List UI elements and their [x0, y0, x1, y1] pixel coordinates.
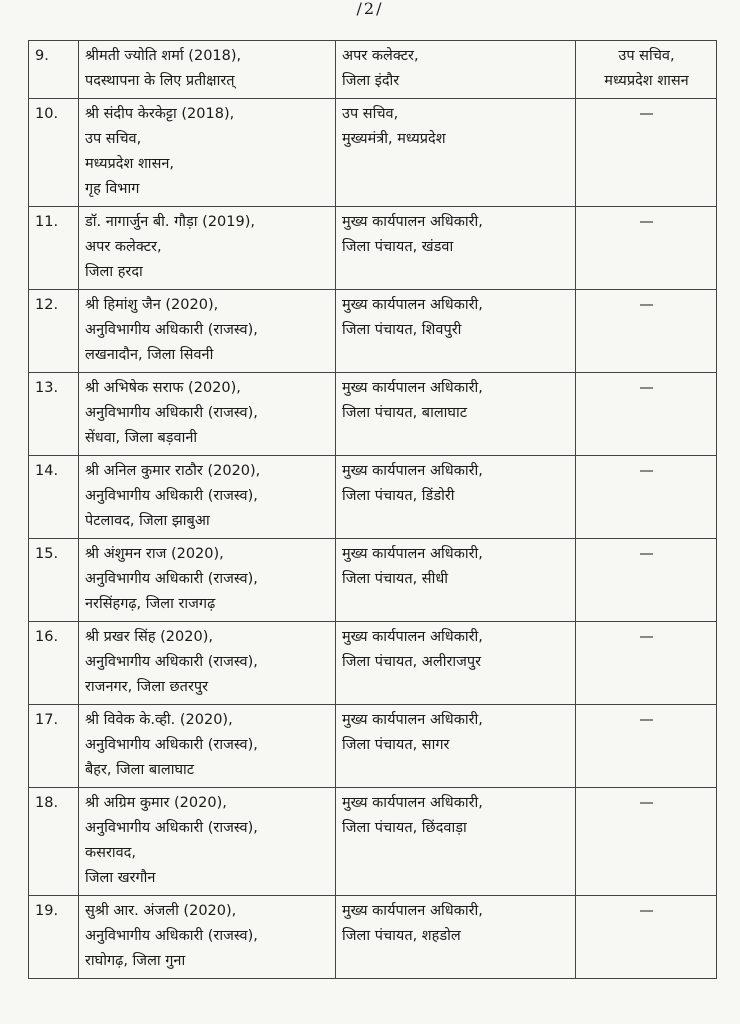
- officer-name-current-post-line: जिला खरगौन: [85, 870, 156, 886]
- additional-charge-line: —: [639, 297, 654, 313]
- additional-charge: [576, 622, 717, 705]
- officer-name-current-post-line: राजनगर, जिला छतरपुर: [85, 679, 209, 695]
- additional-charge-line: मध्यप्रदेश शासन: [604, 73, 689, 89]
- new-posting-line: जिला पंचायत, अलीराजपुर: [342, 654, 482, 670]
- serial-number: 17.: [29, 705, 79, 788]
- officer-name-current-post-line: अनुविभागीय अधिकारी (राजस्व),: [85, 654, 258, 670]
- additional-charge-line: —: [639, 106, 654, 122]
- new-posting-line: जिला पंचायत, शहडोल: [342, 928, 461, 944]
- officer-name-current-post-line: राघोगढ़, जिला गुना: [85, 953, 186, 969]
- new-posting-line: जिला पंचायत, छिंदवाड़ा: [342, 820, 467, 836]
- new-posting-line: मुख्य कार्यपालन अधिकारी,: [342, 297, 483, 313]
- table-row: [29, 788, 717, 896]
- additional-charge-line: —: [639, 629, 654, 645]
- officer-name-current-post-line: पेटलावद, जिला झाबुआ: [85, 513, 210, 529]
- page-number: /2/: [356, 0, 384, 18]
- new-posting-line: मुख्य कार्यपालन अधिकारी,: [342, 903, 483, 919]
- new-posting-line: मुख्य कार्यपालन अधिकारी,: [342, 214, 483, 230]
- additional-charge: [576, 539, 717, 622]
- new-posting-line: जिला पंचायत, शिवपुरी: [342, 322, 462, 338]
- officer-name-current-post-line: अपर कलेक्टर,: [85, 239, 162, 255]
- table-row: [29, 41, 717, 99]
- new-posting: [336, 290, 576, 373]
- additional-charge-line: —: [639, 795, 654, 811]
- officer-name-current-post-line: जिला हरदा: [85, 264, 143, 280]
- additional-charge: [576, 207, 717, 290]
- officer-name-current-post: [79, 99, 336, 207]
- new-posting-line: मुख्य कार्यपालन अधिकारी,: [342, 463, 483, 479]
- officer-name-current-post-line: श्री अनिल कुमार राठौर (2020),: [85, 463, 261, 479]
- additional-charge: [576, 41, 717, 99]
- officer-name-current-post: [79, 207, 336, 290]
- officer-name-current-post: [79, 896, 336, 979]
- officer-name-current-post-line: श्री विवेक के.व्ही. (2020),: [85, 712, 233, 728]
- new-posting: [336, 456, 576, 539]
- table-row: [29, 456, 717, 539]
- new-posting-line: जिला इंदौर: [342, 73, 400, 89]
- new-posting-line: मुख्य कार्यपालन अधिकारी,: [342, 712, 483, 728]
- new-posting-line: मुख्य कार्यपालन अधिकारी,: [342, 380, 483, 396]
- officer-name-current-post-line: अनुविभागीय अधिकारी (राजस्व),: [85, 322, 258, 338]
- serial-number: 16.: [29, 622, 79, 705]
- new-posting: [336, 99, 576, 207]
- new-posting-line: जिला पंचायत, खंडवा: [342, 239, 454, 255]
- new-posting: [336, 896, 576, 979]
- officer-name-current-post-line: श्री अग्रिम कुमार (2020),: [85, 795, 227, 811]
- serial-number: 12.: [29, 290, 79, 373]
- additional-charge-line: —: [639, 546, 654, 562]
- officer-name-current-post: [79, 539, 336, 622]
- new-posting-line: जिला पंचायत, सागर: [342, 737, 450, 753]
- officer-name-current-post: [79, 41, 336, 99]
- new-posting-line: मुख्यमंत्री, मध्यप्रदेश: [342, 131, 446, 147]
- table-row: [29, 373, 717, 456]
- new-posting-line: अपर कलेक्टर,: [342, 48, 419, 64]
- serial-number: 10.: [29, 99, 79, 207]
- table-row: [29, 622, 717, 705]
- officer-name-current-post-line: अनुविभागीय अधिकारी (राजस्व),: [85, 737, 258, 753]
- new-posting: [336, 41, 576, 99]
- officer-name-current-post: [79, 456, 336, 539]
- officer-name-current-post-line: श्री अंशुमन राज (2020),: [85, 546, 224, 562]
- additional-charge: [576, 896, 717, 979]
- additional-charge: [576, 705, 717, 788]
- officer-name-current-post-line: गृह विभाग: [85, 181, 140, 197]
- table-body: [29, 41, 717, 979]
- officer-name-current-post-line: श्री हिमांशु जैन (2020),: [85, 297, 219, 313]
- table-row: [29, 99, 717, 207]
- additional-charge: [576, 99, 717, 207]
- new-posting-line: मुख्य कार्यपालन अधिकारी,: [342, 546, 483, 562]
- table-row: [29, 290, 717, 373]
- officer-name-current-post: [79, 373, 336, 456]
- table-row: [29, 207, 717, 290]
- serial-number: 9.: [29, 41, 79, 99]
- new-posting: [336, 622, 576, 705]
- transfer-orders-table: [28, 40, 717, 979]
- additional-charge: [576, 290, 717, 373]
- new-posting: [336, 705, 576, 788]
- new-posting-line: मुख्य कार्यपालन अधिकारी,: [342, 795, 483, 811]
- serial-number: 11.: [29, 207, 79, 290]
- officer-name-current-post-line: श्री प्रखर सिंह (2020),: [85, 629, 213, 645]
- officer-name-current-post-line: सेंधवा, जिला बड़वानी: [85, 430, 198, 446]
- new-posting-line: जिला पंचायत, सीधी: [342, 571, 449, 587]
- additional-charge-line: उप सचिव,: [618, 48, 675, 64]
- officer-name-current-post-line: श्रीमती ज्योति शर्मा (2018),: [85, 48, 242, 64]
- serial-number: 14.: [29, 456, 79, 539]
- additional-charge: [576, 456, 717, 539]
- officer-name-current-post-line: नरसिंहगढ़, जिला राजगढ़: [85, 596, 216, 612]
- serial-number: 13.: [29, 373, 79, 456]
- additional-charge-line: —: [639, 214, 654, 230]
- additional-charge-line: —: [639, 380, 654, 396]
- new-posting: [336, 207, 576, 290]
- officer-name-current-post-line: अनुविभागीय अधिकारी (राजस्व),: [85, 488, 258, 504]
- serial-number: 15.: [29, 539, 79, 622]
- new-posting-line: उप सचिव,: [342, 106, 399, 122]
- new-posting: [336, 788, 576, 896]
- new-posting: [336, 373, 576, 456]
- officer-name-current-post: [79, 705, 336, 788]
- new-posting-line: जिला पंचायत, बालाघाट: [342, 405, 468, 421]
- serial-number: 19.: [29, 896, 79, 979]
- officer-name-current-post-line: कसरावद,: [85, 845, 136, 861]
- table-row: [29, 705, 717, 788]
- officer-name-current-post-line: पदस्थापना के लिए प्रतीक्षारत्: [85, 73, 235, 89]
- new-posting-line: मुख्य कार्यपालन अधिकारी,: [342, 629, 483, 645]
- officer-name-current-post-line: अनुविभागीय अधिकारी (राजस्व),: [85, 820, 258, 836]
- officer-name-current-post-line: अनुविभागीय अधिकारी (राजस्व),: [85, 405, 258, 421]
- officer-name-current-post-line: श्री अभिषेक सराफ (2020),: [85, 380, 241, 396]
- officer-name-current-post-line: लखनादौन, जिला सिवनी: [85, 347, 214, 363]
- additional-charge-line: —: [639, 463, 654, 479]
- additional-charge: [576, 788, 717, 896]
- new-posting: [336, 539, 576, 622]
- officer-name-current-post: [79, 788, 336, 896]
- officer-name-current-post: [79, 290, 336, 373]
- officer-name-current-post-line: श्री संदीप केरकेट्टा (2018),: [85, 106, 235, 122]
- additional-charge: [576, 373, 717, 456]
- serial-number: 18.: [29, 788, 79, 896]
- officer-name-current-post: [79, 622, 336, 705]
- table-row: [29, 539, 717, 622]
- additional-charge-line: —: [639, 712, 654, 728]
- officer-name-current-post-line: डॉ. नागार्जुन बी. गौड़ा (2019),: [85, 214, 255, 230]
- new-posting-line: जिला पंचायत, डिंडोरी: [342, 488, 455, 504]
- officer-name-current-post-line: मध्यप्रदेश शासन,: [85, 156, 175, 172]
- officer-name-current-post-line: बैहर, जिला बालाघाट: [85, 762, 195, 778]
- officer-name-current-post-line: सुश्री आर. अंजली (2020),: [85, 903, 237, 919]
- officer-name-current-post-line: अनुविभागीय अधिकारी (राजस्व),: [85, 928, 258, 944]
- additional-charge-line: —: [639, 903, 654, 919]
- table-row: [29, 896, 717, 979]
- officer-name-current-post-line: उप सचिव,: [85, 131, 142, 147]
- officer-name-current-post-line: अनुविभागीय अधिकारी (राजस्व),: [85, 571, 258, 587]
